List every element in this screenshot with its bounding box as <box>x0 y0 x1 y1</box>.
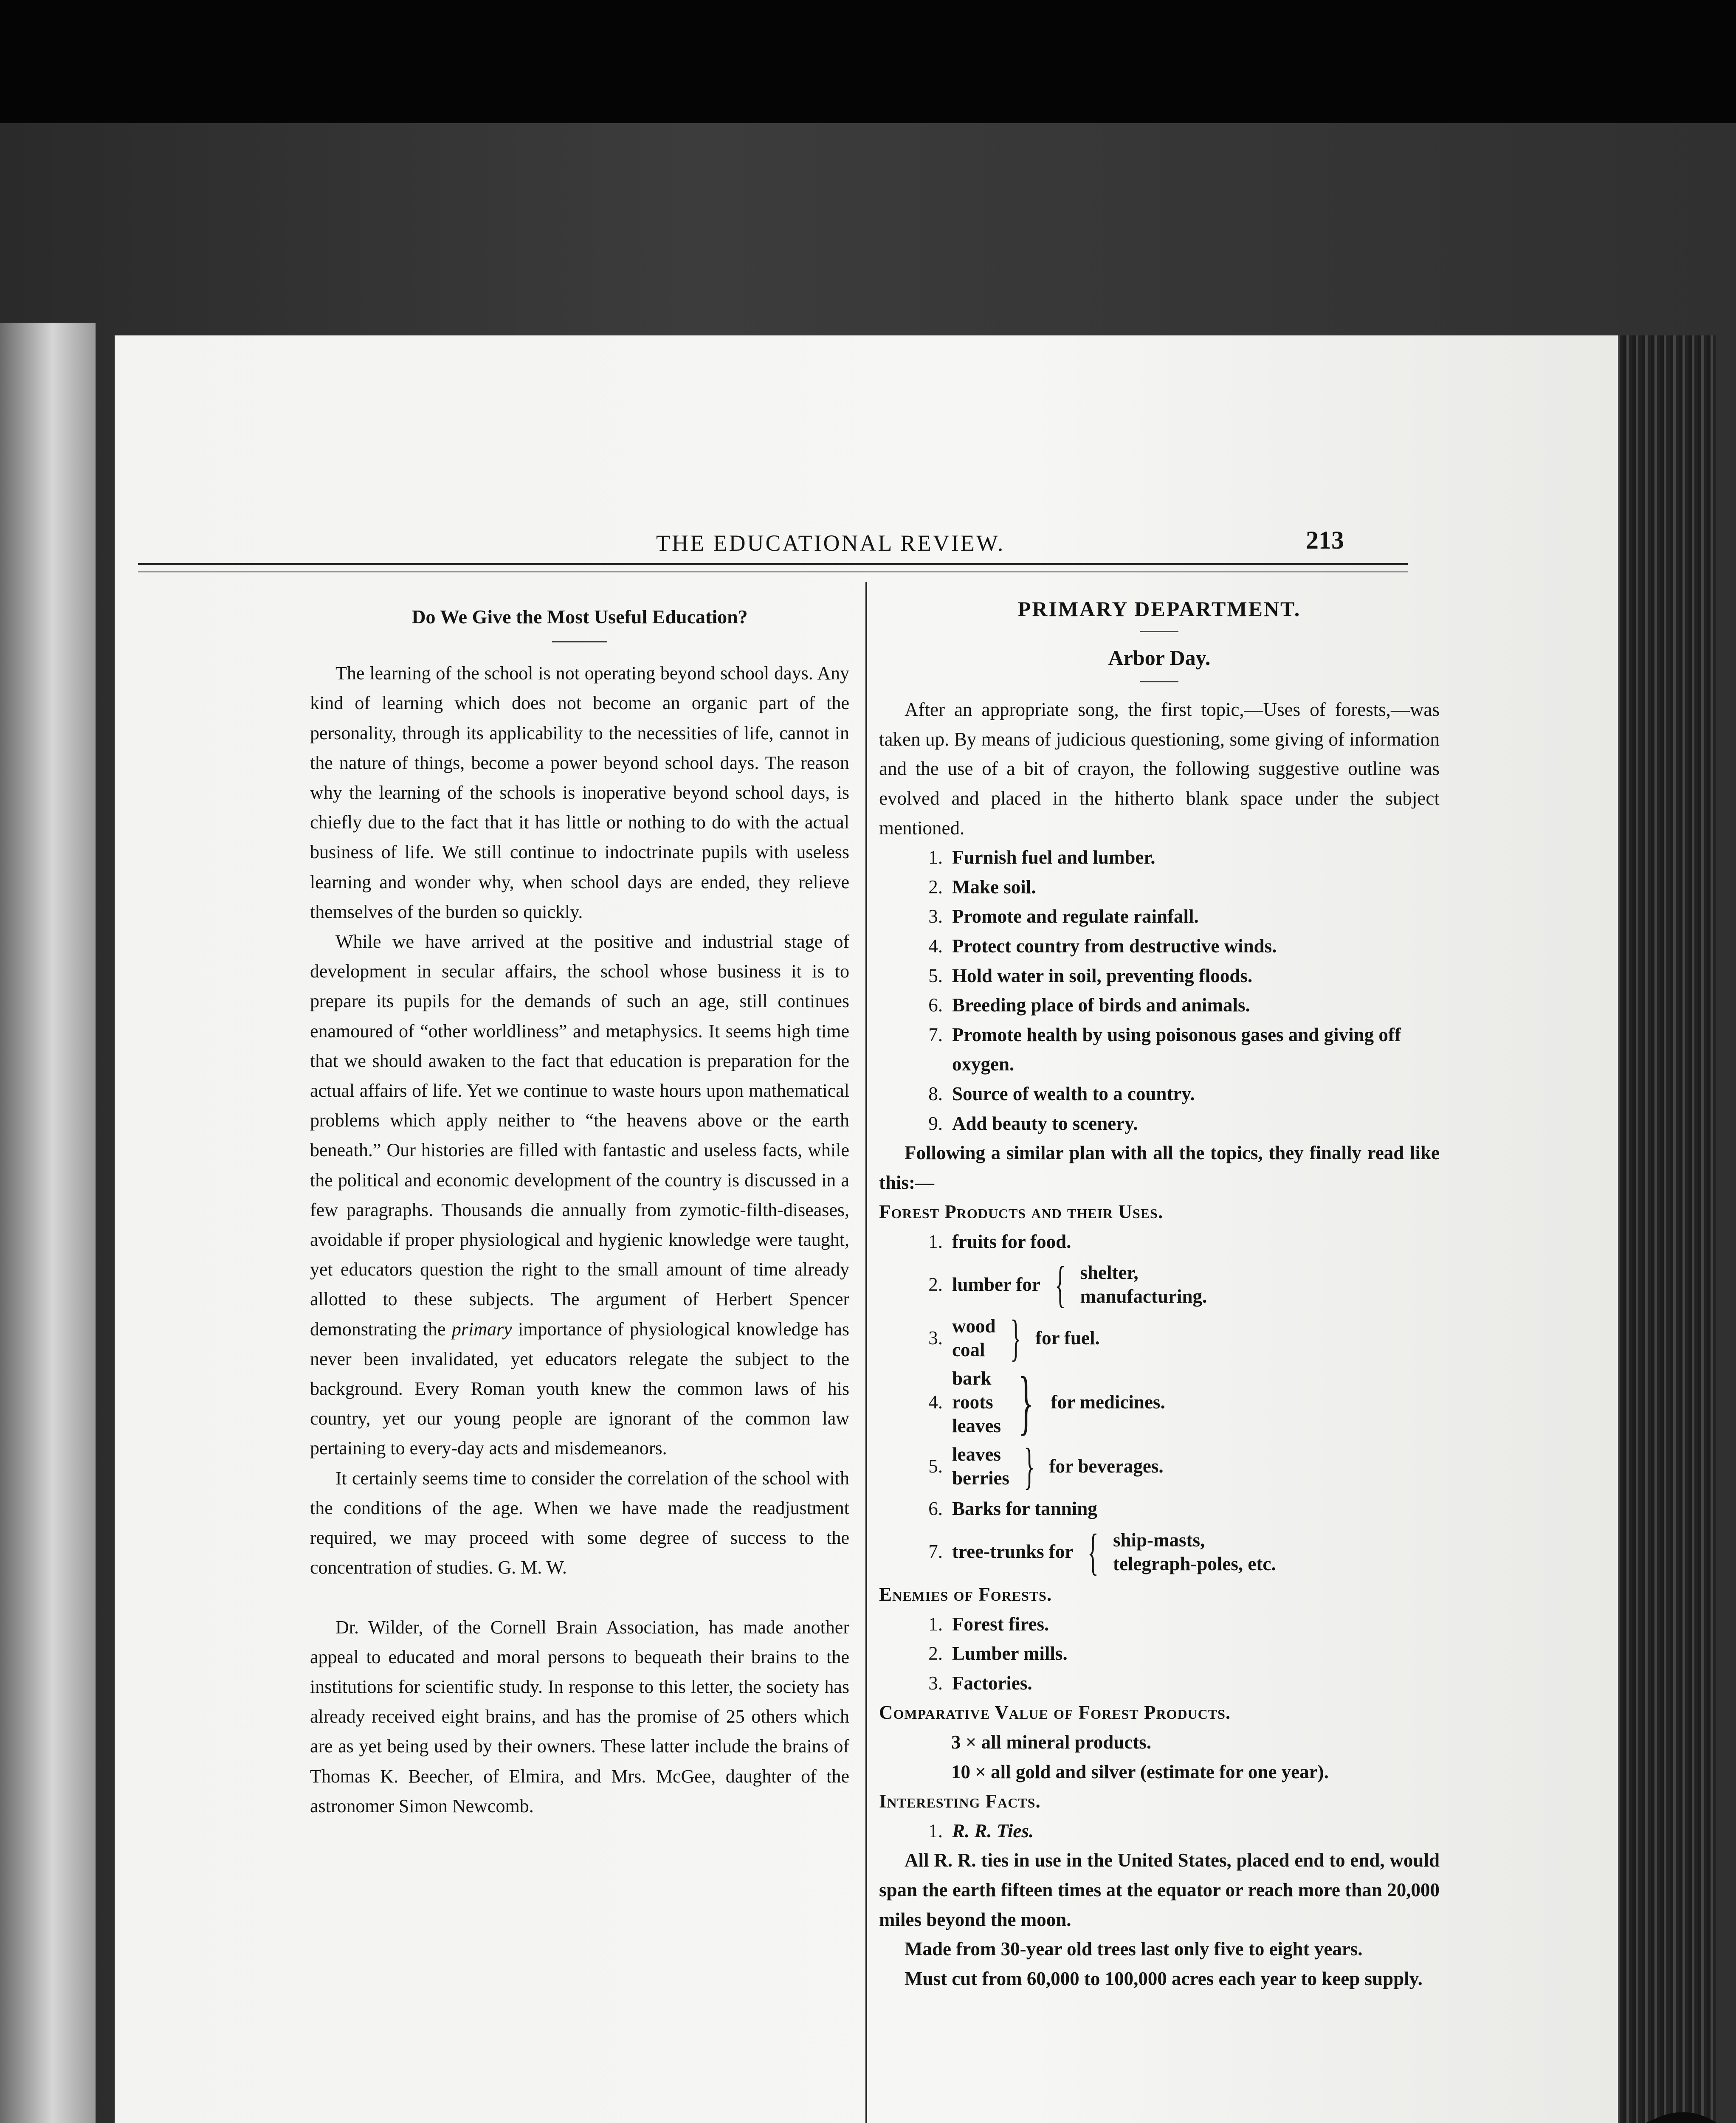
item-number: 3. <box>928 906 943 927</box>
item-number: 3. <box>928 1672 943 1694</box>
item-number: 7. <box>928 1024 943 1045</box>
item-number: 2. <box>928 876 943 898</box>
list-item <box>879 1438 1440 1495</box>
item-text: leaves <box>952 1415 1001 1437</box>
item-number: 1. <box>928 1613 943 1635</box>
item-text: Furnish fuel and lumber. <box>952 847 1155 868</box>
section-heading: Enemies of Forests. <box>879 1584 1052 1605</box>
title-dash <box>1140 681 1178 682</box>
list-item <box>879 932 1440 961</box>
item-text: Factories. <box>952 1672 1032 1694</box>
heading-dash <box>1140 631 1178 632</box>
list-item <box>879 961 1440 991</box>
item-number: 6. <box>928 1498 943 1520</box>
list-item <box>879 1109 1440 1139</box>
item-text: tree-trunks for <box>952 1541 1074 1563</box>
paragraph: Made from 30-year old trees last only five to eight years. <box>905 1938 1363 1960</box>
list-item <box>879 1256 1440 1313</box>
item-number: 2. <box>928 1273 943 1295</box>
list-item <box>879 1309 1440 1366</box>
paragraph: After an appropriate song, the first topic,—Uses of forests,—was taken up. By means of judicious questioning, some giving of information and the use of a bit of crayon, the following suggestive outline was evolved and placed in the hitherto blank space under the subject mentioned. <box>879 699 1440 839</box>
paragraph: Must cut from 60,000 to 100,000 acres each year to keep supply. <box>905 1968 1423 1989</box>
item-number: 6. <box>928 994 943 1016</box>
list-item <box>879 1079 1440 1109</box>
item-text: for fuel. <box>1035 1327 1100 1349</box>
item-number: 5. <box>928 965 943 986</box>
spacer <box>310 1583 849 1613</box>
section-heading: Comparative Value of Forest Products. <box>879 1702 1231 1723</box>
item-text: Source of wealth to a country. <box>952 1083 1195 1104</box>
list-item <box>879 843 1440 873</box>
item-number: 2. <box>928 1643 943 1664</box>
brace: } <box>1023 1438 1035 1495</box>
item-number: 8. <box>928 1083 943 1104</box>
item-text: Barks for tanning <box>952 1498 1097 1520</box>
item-number: 9. <box>928 1112 943 1134</box>
item-text: fruits for food. <box>952 1230 1071 1252</box>
list-item: 3 × all mineral products. <box>951 1732 1152 1753</box>
item-text: coal <box>952 1339 985 1361</box>
facing-page-edge <box>0 323 96 2123</box>
item-number: 5. <box>928 1455 943 1477</box>
book-page-edges <box>1614 335 1716 2123</box>
paragraph: All R. R. ties in use in the United States, placed end to end, would span the earth fifteen times at the equator or reach more than 20,000 miles beyond the moon. <box>879 1850 1440 1930</box>
emphasis: primary <box>451 1318 512 1340</box>
article-title: Do We Give the Most Useful Education? <box>411 606 748 628</box>
paragraph <box>310 1464 849 1583</box>
brace: { <box>1088 1523 1099 1580</box>
list-item <box>879 1639 1440 1669</box>
page-number: 213 <box>1306 526 1344 554</box>
list-item <box>879 1816 1440 1846</box>
list-item <box>879 902 1440 932</box>
item-number: 1. <box>928 1820 943 1841</box>
item-text: Lumber mills. <box>952 1643 1068 1664</box>
item-number: 1. <box>928 847 943 868</box>
item-text: for medicines. <box>1051 1391 1165 1413</box>
paragraph-text: importance of physiological knowledge has never been invalidated, yet educators relegate the subject to the background. Every Roman youth knew the common laws of his country, yet our young people are ignorant of the common law pertaining to every-day acts and misdemeanors. <box>310 1318 850 1459</box>
item-number: 7. <box>928 1541 943 1563</box>
item-text: Promote and regulate rainfall. <box>952 906 1199 927</box>
list-item <box>879 1523 1440 1580</box>
item-text: roots <box>952 1391 993 1413</box>
signature: G. M. W. <box>498 1557 567 1578</box>
item-text: wood <box>952 1315 996 1337</box>
item-text: for beverages. <box>1049 1455 1164 1477</box>
list-item <box>879 991 1440 1020</box>
list-item <box>879 1494 1440 1524</box>
item-text: Protect country from destructive winds. <box>952 935 1277 957</box>
article-title: Arbor Day. <box>1108 645 1211 670</box>
list-item <box>879 1227 1440 1257</box>
title-dash <box>552 641 607 642</box>
brace: { <box>1054 1256 1066 1313</box>
paragraph <box>310 927 849 1464</box>
item-number: 3. <box>928 1327 943 1349</box>
item-text: berries <box>952 1467 1009 1489</box>
uses-list <box>879 843 1440 1138</box>
item-text: leaves <box>952 1444 1001 1465</box>
item-number: 4. <box>928 1391 943 1413</box>
right-column <box>879 590 1440 1993</box>
brace-group <box>1113 1528 1276 1576</box>
section-heading: Forest Products and their Uses. <box>879 1201 1164 1223</box>
department-heading: PRIMARY DEPARTMENT. <box>1017 597 1301 621</box>
item-text: telegraph-poles, etc. <box>1113 1553 1276 1575</box>
item-number: 4. <box>928 935 943 957</box>
paragraph-text: While we have arrived at the positive and industrial stage of development in secular affairs, the school whose business it is to prepare its pupils for the demands of such an age, still continues enamoured of “other worldliness” and metaphysics. It seems high time that we should awaken to the fact that education is preparation for the actual affairs of life. Yet we continue to waste hours upon mathematical problems which apply neither to “the heavens above or the earth beneath.” Our histories are filled with fantastic and useless facts, while the political and economic development of the country is discussed in a few paragraphs. Thousands die annually from zymotic-filth-diseases, avoidable if proper physiological and hygienic knowledge were taught, yet educators question the right to the small amount of time already allotted to these subjects. The argument of Herbert Spencer demonstrating the <box>310 931 849 1340</box>
item-text: Add beauty to scenery. <box>952 1112 1138 1134</box>
list-item <box>879 1669 1440 1698</box>
column-divider <box>865 582 867 2123</box>
item-text: R. R. Ties. <box>952 1820 1034 1841</box>
section-heading: Interesting Facts. <box>879 1791 1041 1812</box>
paragraph: Following a similar plan with all the topics, they finally read like this:— <box>879 1142 1440 1193</box>
item-text: lumber for <box>952 1273 1040 1295</box>
item-text: manufacturing. <box>1080 1286 1207 1307</box>
brace-group <box>952 1442 1009 1490</box>
brace-group <box>1080 1261 1207 1308</box>
item-text: ship-masts, <box>1113 1529 1205 1551</box>
brace: } <box>1018 1362 1034 1442</box>
item-text: bark <box>952 1368 992 1389</box>
paragraph: The learning of the school is not operating beyond school days. Any kind of learning which does not become an organic part of the personality, through its applicability to the necessities of life, cannot in the nature of things, become a power beyond school days. The reason why the learning of the schools is inoperative beyond school days, is chiefly due to the fact that it has little or nothing to do with the actual business of life. We still continue to indoctrinate pupils with useless learning and wonder why, when school days are ended, they relieve themselves of the burden so quickly. <box>310 663 849 922</box>
header-rule <box>138 563 1408 565</box>
running-head: THE EDUCATIONAL REVIEW. <box>656 530 1005 556</box>
scan-top-border <box>0 0 1736 123</box>
paragraph-text: It certainly seems time to consider the correlation of the school with the conditions of the age. When we have made the readjustment required, we may proceed with some degree of success to the concentration of studies. <box>310 1467 849 1578</box>
item-text: Make soil. <box>952 876 1036 898</box>
item-text: Forest fires. <box>952 1613 1049 1635</box>
brace-group <box>952 1314 996 1362</box>
item-text: Hold water in soil, preventing floods. <box>952 965 1253 986</box>
list-item <box>879 873 1440 902</box>
left-column <box>310 590 849 1821</box>
list-item <box>879 1362 1440 1442</box>
list-item <box>879 1020 1440 1079</box>
brace-group <box>952 1366 1001 1438</box>
list-item: 10 × all gold and silver (estimate for one year). <box>951 1761 1329 1782</box>
item-text: Promote health by using poisonous gases and giving off oxygen. <box>952 1024 1401 1075</box>
paragraph: Dr. Wilder, of the Cornell Brain Association, has made another appeal to educated and moral persons to bequeath their brains to the institutions for scientific study. In response to this letter, the society has already received eight brains, and has the promise of 25 others which are as yet being used by their owners. These latter include the brains of Thomas K. Beecher, of Elmira, and Mrs. McGee, daughter of the astronomer Simon Newcomb. <box>310 1616 849 1816</box>
list-item <box>879 1610 1440 1639</box>
item-text: Breeding place of birds and animals. <box>952 994 1250 1016</box>
brace: } <box>1010 1309 1021 1366</box>
item-text: shelter, <box>1080 1262 1139 1284</box>
item-number: 1. <box>928 1230 943 1252</box>
